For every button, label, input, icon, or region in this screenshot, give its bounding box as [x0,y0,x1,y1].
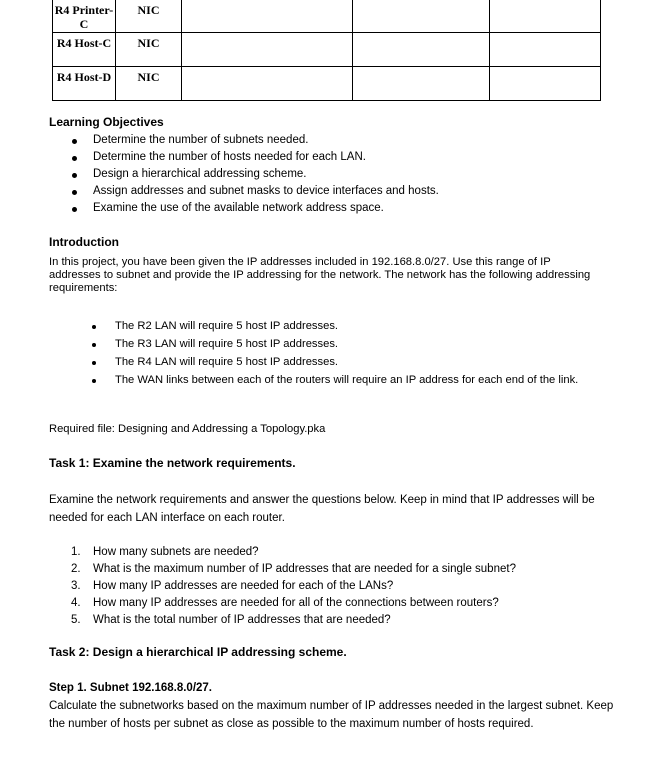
table-cell-empty [182,67,353,101]
task1-heading: Task 1: Examine the network requirements. [49,456,296,470]
list-item: Determine the number of subnets needed. [93,132,613,149]
bullet-icon [72,190,77,195]
bullet-icon [72,156,77,161]
list-item: The R3 LAN will require 5 host IP addresses. [115,338,605,351]
table-cell-empty [182,33,353,67]
list-item: The R4 LAN will require 5 host IP addresses. [115,356,605,369]
task2-heading: Task 2: Design a hierarchical IP addressing scheme. [49,645,347,659]
list-item: The R2 LAN will require 5 host IP addresses. [115,320,605,333]
table-cell-device: R4 Host-D [53,67,116,101]
table-cell-empty [353,0,490,33]
step1-heading: Step 1. Subnet 192.168.8.0/27. [49,682,212,694]
table-row [53,67,601,101]
table-cell-interface: NIC [116,33,182,67]
table-cell-device: R4 Printer-C [53,0,116,33]
step1-paragraph: Calculate the subnetworks based on the maximum number of IP addresses needed in the largest subnet. Keep the number of hosts per subnet as close as possible to the maximum number of hosts required. [49,700,614,730]
table-cell-empty [490,67,601,101]
bullet-icon [92,361,96,365]
learning-objectives-list [93,132,613,217]
task1-questions-list [71,544,613,629]
list-item: Determine the number of hosts needed for each LAN. [93,149,613,166]
table-row [53,33,601,67]
list-item: 2. What is the maximum number of IP addresses that are needed for a single subnet? [71,563,516,575]
bullet-icon [72,173,77,178]
table-cell-empty [490,33,601,67]
table-cell-empty [353,33,490,67]
bullet-icon [92,379,96,383]
table-row [53,0,601,33]
list-item: 4. How many IP addresses are needed for all of the connections between routers? [71,597,499,609]
list-item: The WAN links between each of the routers will require an IP address for each end of the link. [115,374,605,387]
introduction-paragraph: In this project, you have been given the IP addresses included in 192.168.8.0/27. Use this range of IP addresses to subnet and provide the IP addressing for the network. The network has the following addressing requirements: [49,256,591,294]
table-cell-empty [353,67,490,101]
requirements-list [115,320,605,387]
table-cell-interface: NIC [116,67,182,101]
list-item: Assign addresses and subnet masks to device interfaces and hosts. [93,183,613,200]
bullet-icon [72,207,77,212]
table-cell-interface: NIC [116,0,182,33]
list-item: 1. How many subnets are needed? [71,546,259,558]
list-item: Design a hierarchical addressing scheme. [93,166,613,183]
learning-objectives-heading: Learning Objectives [49,115,164,129]
table-cell-empty [182,0,353,33]
introduction-heading: Introduction [49,235,119,249]
table-cell-device: R4 Host-C [53,33,116,67]
bullet-icon [92,343,96,347]
required-file-text: Required file: Designing and Addressing a Topology.pka [49,423,326,435]
bullet-icon [92,325,96,329]
table-cell-empty [490,0,601,33]
list-item: 5. What is the total number of IP addresses that are needed? [71,614,391,626]
list-item: Examine the use of the available network address space. [93,200,613,217]
list-item: 3. How many IP addresses are needed for each of the LANs? [71,580,394,592]
addressing-table [52,0,601,101]
bullet-icon [72,139,77,144]
task1-paragraph: Examine the network requirements and answer the questions below. Keep in mind that IP addresses will be needed for each LAN interface on each router. [49,494,595,524]
